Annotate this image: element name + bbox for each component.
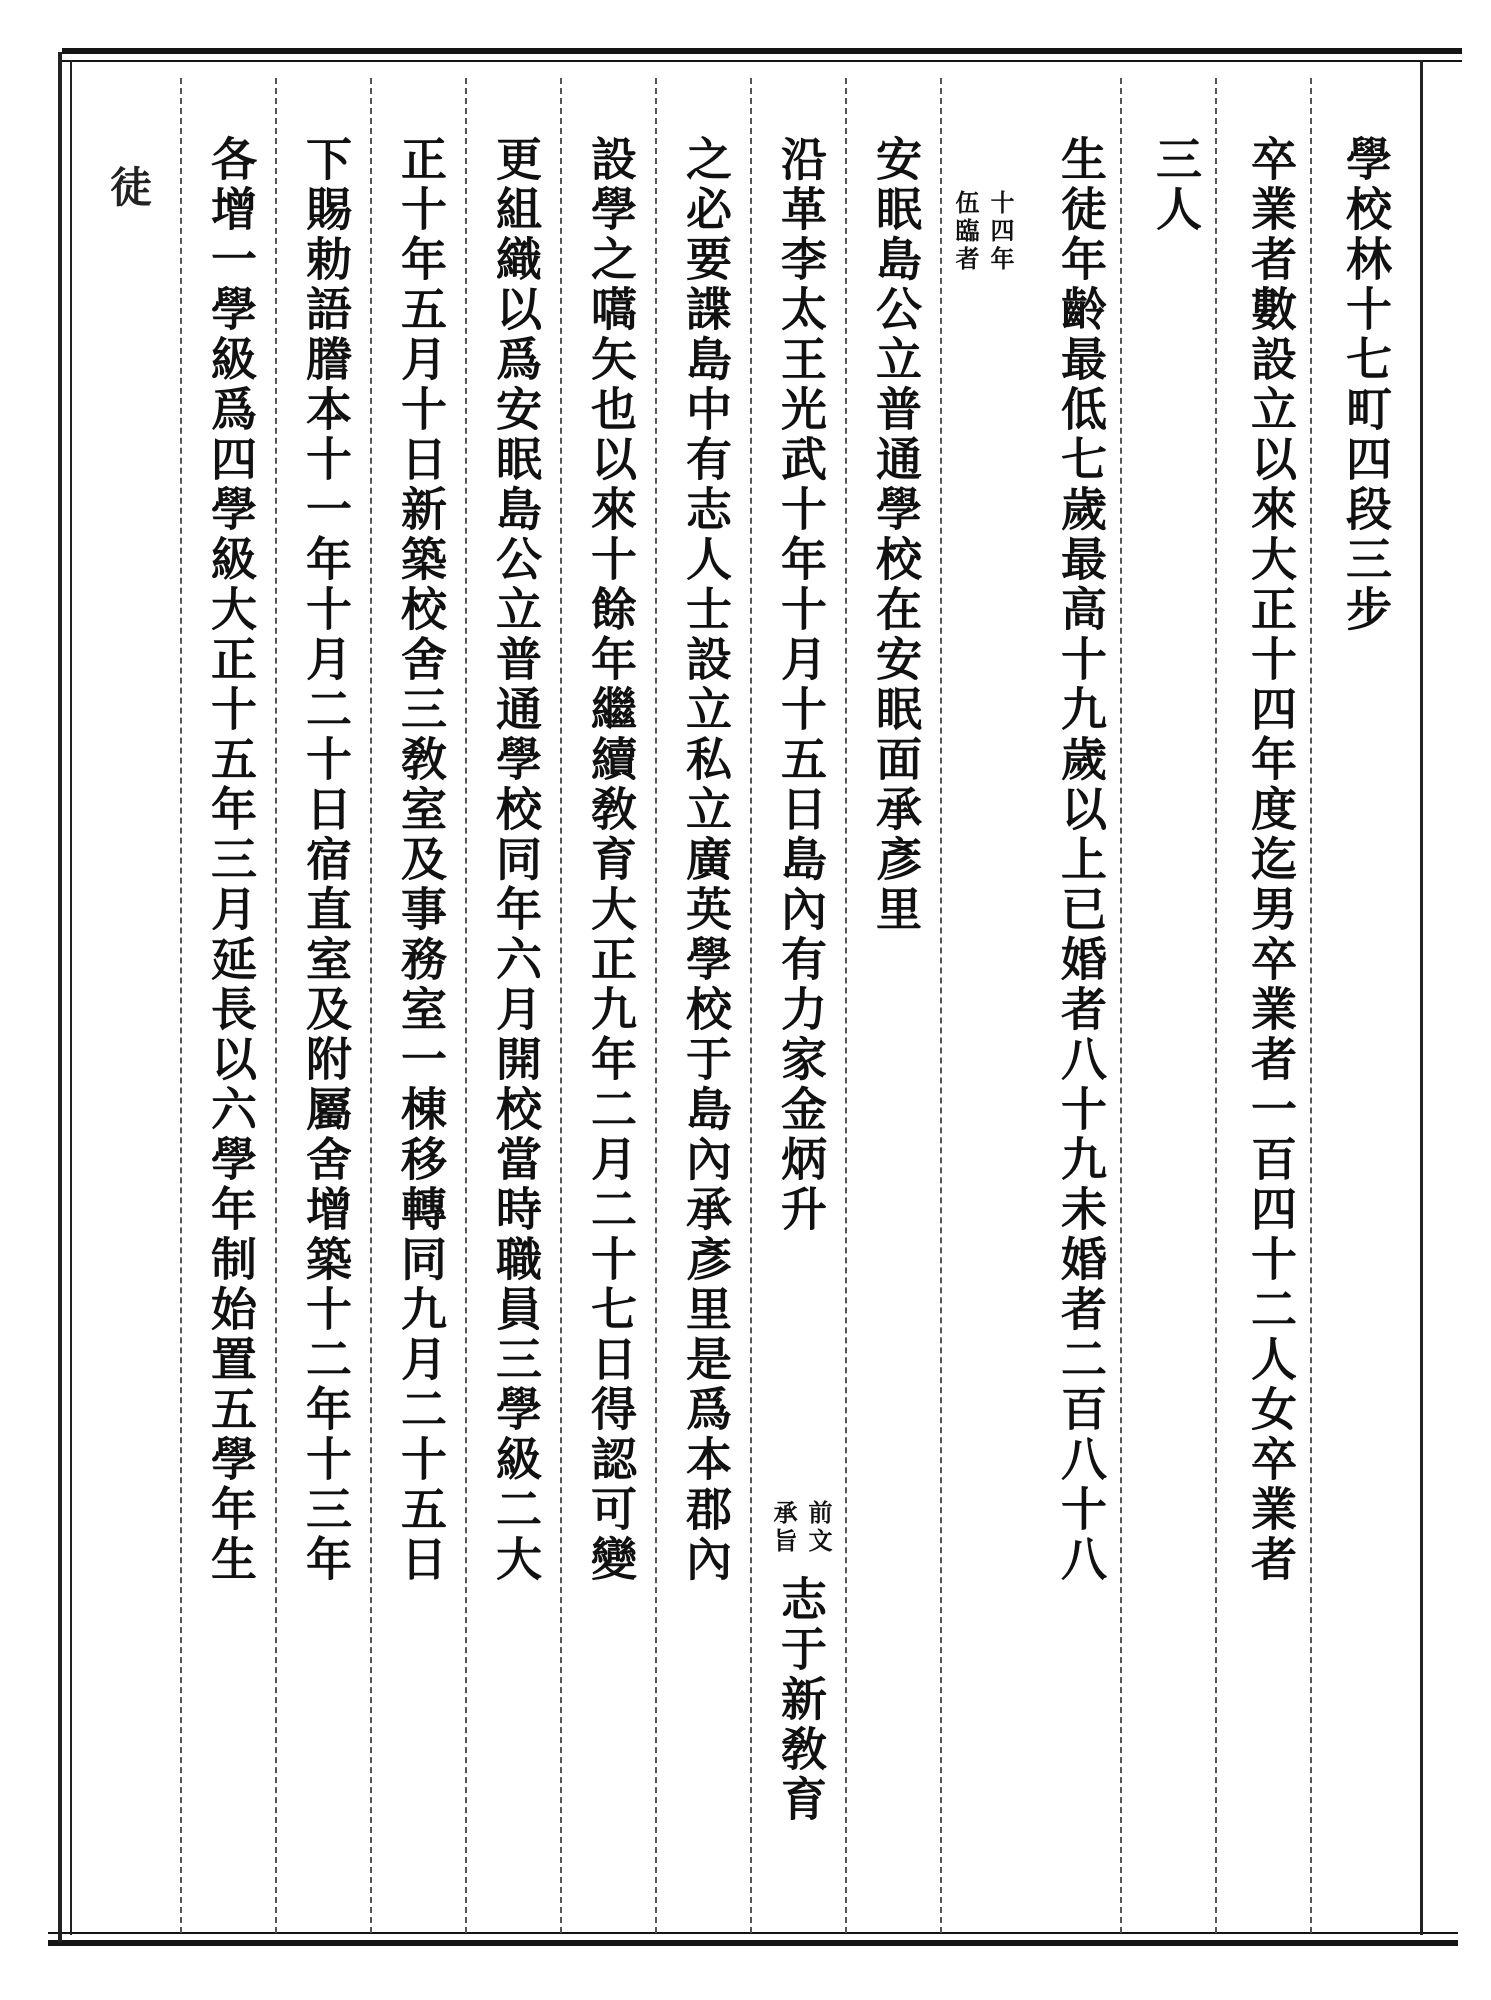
side-note-age-2: 伍臨者 — [951, 190, 980, 274]
column-separator — [560, 78, 562, 1933]
text-column-8: 設學之嚆矢也以來十餘年繼續敎育大正九年二月二十七日得認可變 — [584, 135, 638, 1585]
right-border — [1420, 60, 1423, 1935]
column-separator — [180, 78, 182, 1933]
column-separator — [465, 78, 467, 1933]
bottom-border — [48, 1940, 1458, 1946]
column-separator — [275, 78, 277, 1933]
text-column-12: 各增一學級爲四學級大正十五年三月延長以六學年制始置五學年生 — [204, 135, 258, 1585]
text-column-2: 卒業者數設立以來大正十四年度迄男卒業者一百四十二人女卒業者 — [1244, 135, 1298, 1585]
top-border-inner — [62, 60, 1462, 62]
column-separator — [845, 78, 847, 1933]
top-border — [62, 48, 1462, 54]
text-column-1: 學校林十七町四段三步 — [1339, 135, 1393, 635]
text-column-7: 之必要諜島中有志人士設立私立廣英學校于島內承彥里是爲本郡內 — [679, 135, 733, 1585]
text-column-9: 更組織以爲安眠島公立普通學校同年六月開校當時職員三學級二大 — [489, 135, 543, 1585]
column-separator — [1310, 78, 1312, 1933]
column-separator — [655, 78, 657, 1933]
column-separator — [1215, 78, 1217, 1933]
text-column-6: 沿革李太王光武十年十月十五日島內有力家金炳升 — [774, 135, 828, 1235]
side-note-office-2: 承旨 — [769, 1500, 798, 1556]
school-heading: 安眠島公立普通學校在安眠面承彥里 — [869, 135, 923, 935]
text-column-4: 生徒年齡最低七歲最高十九歲以上已婚者八十九未婚者二百八十八 — [1054, 135, 1108, 1585]
side-note-office-1: 前文 — [804, 1500, 833, 1556]
column-separator — [750, 78, 752, 1933]
margin-mark: 徒 — [104, 165, 153, 207]
column-separator — [370, 78, 372, 1933]
side-note-age-1: 十四年 — [986, 190, 1015, 274]
bottom-border-inner — [48, 1932, 1458, 1934]
left-border-inner — [70, 60, 72, 1935]
left-border — [58, 52, 62, 1942]
text-column-10: 正十年五月十日新築校舍三敎室及事務室一棟移轉同九月二十五日 — [394, 135, 448, 1585]
column-separator — [940, 78, 942, 1933]
column-separator — [1120, 78, 1122, 1933]
text-column-3: 三人 — [1149, 135, 1203, 235]
text-column-6-tail: 志于新敎育 — [774, 1575, 828, 1825]
text-column-11: 下賜勅語謄本十一年十月二十日宿直室及附屬舍增築十二年十三年 — [299, 135, 353, 1585]
